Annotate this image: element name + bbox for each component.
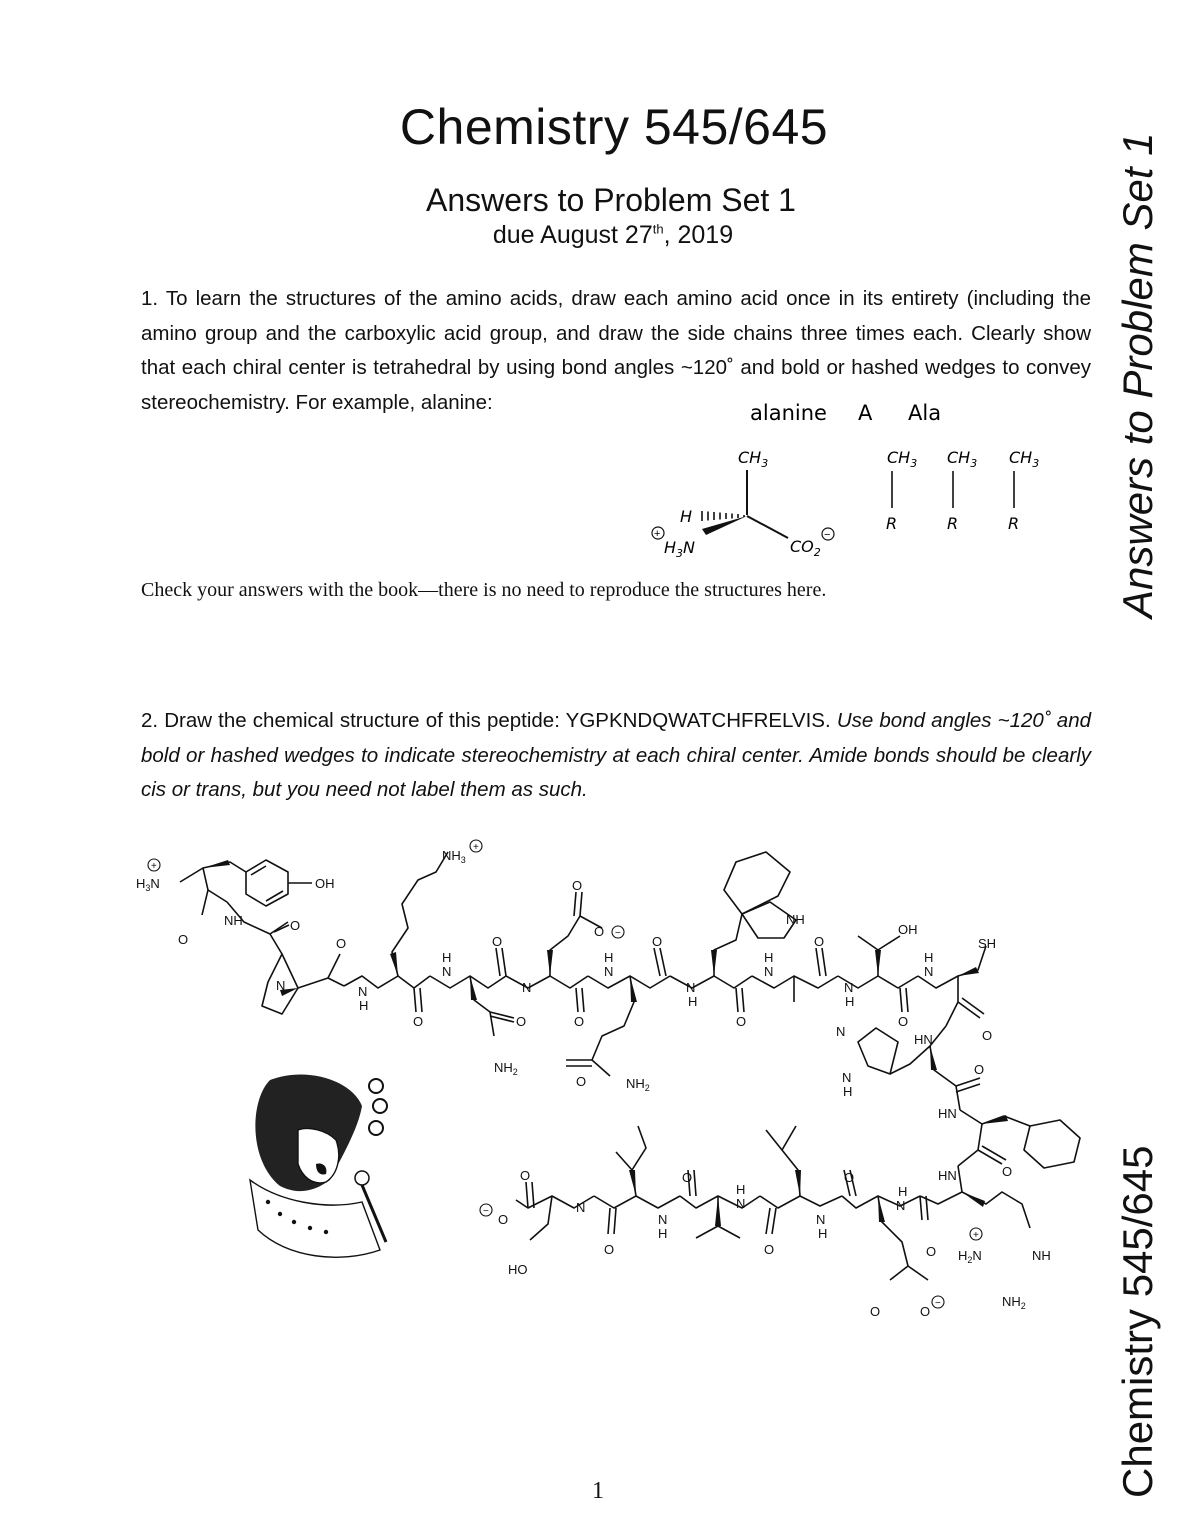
sidechain-1-r: R xyxy=(886,514,898,533)
h-label-e: H xyxy=(898,1184,908,1199)
alanine-name-label: alanine xyxy=(750,401,827,425)
o-label-12: O xyxy=(814,934,825,949)
arg-h2n-label: $H_2N$ xyxy=(958,1248,982,1265)
sidechain-1-label: $CH_3$ xyxy=(887,448,918,470)
alanine-plus-sign: + xyxy=(654,528,661,540)
his-ring-h-label: H xyxy=(843,1084,853,1099)
n-label-n: N xyxy=(442,964,452,979)
trp-nh-label: NH xyxy=(786,912,805,927)
h-label-c: H xyxy=(924,950,934,965)
h-label-i: H xyxy=(658,1226,668,1241)
o-label-9: O xyxy=(652,934,663,949)
side-heading-course: Chemistry 545/645 xyxy=(1114,1145,1161,1498)
n-label-i: N xyxy=(658,1212,668,1227)
his-hn-label: HN xyxy=(914,1032,933,1047)
alanine-three-letter-label: Ala xyxy=(908,401,942,425)
svg-text:−: − xyxy=(935,1298,941,1309)
side-heading-problem-set: Answers to Problem Set 1 xyxy=(1114,132,1161,618)
o-label-15: O xyxy=(974,1062,985,1077)
h-label-w: H xyxy=(688,994,698,1009)
h-label-a: H xyxy=(764,950,774,965)
sidechain-2-r: R xyxy=(947,514,959,533)
h-label-v: H xyxy=(736,1182,746,1197)
o-label-2: O xyxy=(290,918,301,933)
alanine-sidechain-1 xyxy=(886,448,917,533)
h-label-l: H xyxy=(818,1226,828,1241)
o-label-23: O xyxy=(520,1168,531,1183)
o-label-21: O xyxy=(682,1170,693,1185)
alanine-sidechain-2 xyxy=(947,448,977,533)
pro-n-label: N xyxy=(276,978,286,993)
n-label-s: N xyxy=(576,1200,586,1215)
elvis-caricature-icon xyxy=(250,1074,387,1257)
h-label-t: H xyxy=(845,994,855,1009)
asn-nh2-label: $NH_2$ xyxy=(494,1060,518,1077)
o-label-17: O xyxy=(926,1244,937,1259)
n-label-t: N xyxy=(844,980,854,995)
glu-o-minus-label: O xyxy=(920,1304,931,1319)
o-label-8: O xyxy=(574,1014,585,1029)
svg-text:−: − xyxy=(483,1206,489,1217)
n-label-k: N xyxy=(358,984,368,999)
n-label-d: N xyxy=(522,980,532,995)
alanine-sidechain-3 xyxy=(1008,448,1039,533)
o-label-6: O xyxy=(516,1014,527,1029)
tyrosine-oh-label: OH xyxy=(315,876,335,891)
n-label-v: N xyxy=(736,1196,746,1211)
page-number: 1 xyxy=(592,1478,604,1504)
o-label-16: O xyxy=(1002,1164,1013,1179)
question-2-text xyxy=(141,704,1091,808)
alanine-carboxyl-bond xyxy=(747,516,788,538)
page-title: Chemistry 545/645 xyxy=(399,99,829,155)
due-date-suffix-sup: th xyxy=(652,221,664,237)
n-label-c: N xyxy=(924,964,934,979)
due-date-year: , 2019 xyxy=(663,221,734,249)
alanine-h-label: H xyxy=(680,507,693,526)
his-ring-n-label: N xyxy=(836,1024,846,1039)
o-label-22: O xyxy=(604,1242,615,1257)
ser-ho-label: HO xyxy=(508,1262,528,1277)
phe-hn-label: HN xyxy=(938,1106,957,1121)
o-label-20: O xyxy=(764,1242,775,1257)
h-label-q: H xyxy=(604,950,614,965)
svg-text:+: + xyxy=(151,861,157,872)
svg-text:+: + xyxy=(973,1230,979,1241)
o-label-14: O xyxy=(982,1028,993,1043)
alanine-one-letter-label: A xyxy=(858,401,873,425)
alanine-example-figure xyxy=(640,395,1070,570)
asp-o-minus-label: O xyxy=(594,924,605,939)
cys-sh-label: SH xyxy=(978,936,997,951)
his-ring-nh-label: N xyxy=(842,1070,852,1085)
due-date-prefix: due August 27 xyxy=(492,221,653,249)
n-label-w: N xyxy=(686,980,696,995)
alanine-methyl-label: $CH_3$ xyxy=(738,448,769,470)
n-label-e: N xyxy=(896,1198,906,1213)
o-label-19: O xyxy=(870,1304,881,1319)
ser-o-minus-label: O xyxy=(498,1212,509,1227)
alanine-carboxylate-label: $CO_2$ xyxy=(790,537,821,559)
h-label-n: H xyxy=(442,950,452,965)
o-label-7: O xyxy=(572,878,583,893)
page-subtitle: Answers to Problem Set 1 xyxy=(426,182,796,218)
n-label-q: N xyxy=(604,964,614,979)
o-label-10: O xyxy=(576,1074,587,1089)
sidechain-2-label: $CH_3$ xyxy=(947,448,978,470)
arg-nh-label: NH xyxy=(1032,1248,1051,1263)
o-label-18: O xyxy=(844,1170,855,1185)
due-date xyxy=(0,221,1190,250)
o-label-13: O xyxy=(898,1014,909,1029)
h-label-k: H xyxy=(359,998,369,1013)
alanine-minus-sign: − xyxy=(824,529,831,541)
thr-oh-label: OH xyxy=(898,922,918,937)
o-label-1: O xyxy=(178,932,189,947)
peptide-nterm-label: $H_3N$ xyxy=(136,876,160,893)
o-label-5: O xyxy=(492,934,503,949)
question-2-prompt: 2. Draw the chemical structure of this peptide: YGPKNDQWATCHFRELVIS. xyxy=(141,709,831,732)
check-answers-note: Check your answers with the book—there is no need to reproduce the structures here. xyxy=(141,579,827,601)
n-label-l: N xyxy=(816,1212,826,1227)
question-2-instructions: Use bond angles ~120˚ and bold or hashed wedges to indicate stereochemistry at each chiral center. Amide bonds should be clearly cis or trans, but you need not label them as such. xyxy=(141,709,1091,801)
arg-hn-label: HN xyxy=(938,1168,957,1183)
alanine-amine-label: $H_3N$ xyxy=(664,538,695,560)
arg-nh2-label: $NH_2$ xyxy=(1002,1294,1026,1311)
o-label-3: O xyxy=(336,936,347,951)
sidechain-3-r: R xyxy=(1008,514,1020,533)
svg-text:+: + xyxy=(473,842,479,853)
peptide-structure-figure xyxy=(130,830,1090,1340)
gly-nh-label: NH xyxy=(224,913,243,928)
sidechain-3-label: $CH_3$ xyxy=(1009,448,1040,470)
lys-nh3-label: $NH_3$ xyxy=(442,848,466,865)
o-label-4: O xyxy=(413,1014,424,1029)
svg-text:−: − xyxy=(615,928,621,939)
n-label-a: N xyxy=(764,964,774,979)
o-label-11: O xyxy=(736,1014,747,1029)
question-1-text: 1. To learn the structures of the amino acids, draw each amino acid once in its entirety (including the amino group and the carboxylic acid group, and draw the side chains three times each. Clearly show that each chiral center is tetrahedral by using bond angles ~120˚ and bold or hashed wedges to convey stereochemistry. For example, alanine: xyxy=(141,287,1091,414)
gln-nh2-label: $NH_2$ xyxy=(626,1076,650,1093)
